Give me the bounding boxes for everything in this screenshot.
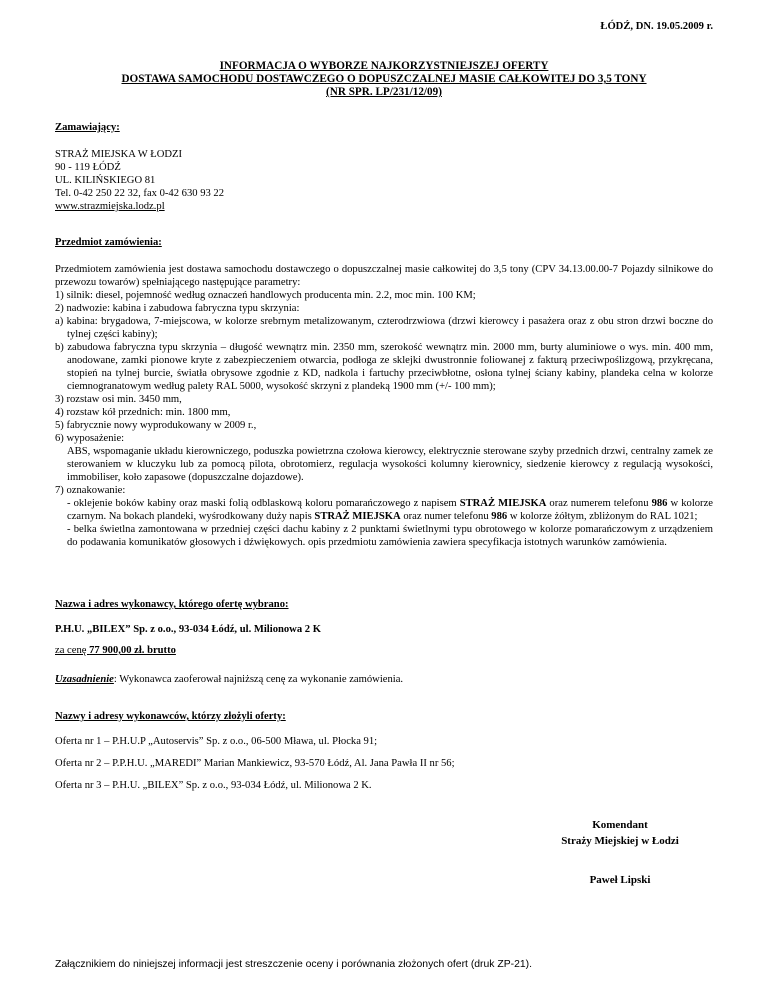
param-1: 1) silnik: diesel, pojemność według oznaczeń handlowych producenta min. 2.2, moc min. 100 KM; (55, 290, 476, 301)
signature-title: Komendant (592, 819, 648, 831)
title-line-3: (NR SPR. LP/231/12/09) (326, 86, 442, 98)
oferty-section (55, 710, 713, 792)
oferta-item: Oferta nr 2 – P.P.H.U. „MAREDI” Marian Mankiewicz, 93-570 Łódź, Al. Jana Pawła II nr 56; (55, 758, 455, 769)
wykonawca-heading: Nazwa i adres wykonawcy, którego ofertę wybrano: (55, 599, 289, 610)
param-7-belka: - belka świetlna zamontowana w przedniej części dachu kabiny z 2 punktami świetlnymi typu obrotowego w kolorze pomarańczowym z urządzeniem do podawania komunikatów głosowych i dźwiękowych. opis przedmiotu zamówienia zawiera specyfikacja istotnych warunków zamówienia. (67, 524, 713, 548)
uzasadnienie-text: Uzasadnienie: Wykonawca zaoferował najniższą cenę za wykonanie zamówienia. (55, 674, 404, 685)
zamawiajacy-name: STRAŻ MIEJSKA W ŁODZI (55, 149, 183, 160)
footer-note: Załącznikiem do niniejszej informacji jest streszczenie oceny i porównania złożonych ofert (druk ZP-21). (55, 959, 533, 970)
param-7: 7) oznakowanie: (55, 485, 126, 496)
signature-name: Paweł Lipski (589, 874, 651, 886)
wykonawca-price: za cenę 77 900,00 zł. brutto (55, 645, 176, 656)
title-line-2: DOSTAWA SAMOCHODU DOSTAWCZEGO O DOPUSZCZALNEJ MASIE CAŁKOWITEJ DO 3,5 TONY (121, 73, 647, 85)
przedmiot-intro: Przedmiotem zamówienia jest dostawa samochodu dostawczego o dopuszczalnej masie całkowitej do 3,5 tony (CPV 34.13.00.00-7 Pojazdy silnikowe do przewozu towarów) spełniającego następujące parametry: (55, 264, 713, 288)
param-2b: b) zabudowa fabryczna typu skrzynia – długość wewnątrz min. 2350 mm, szerokość wewnątrz min. 2000 mm, burty aluminiowe o wys. min. 400 mm, anodowane, zamki pionowe kryte z zabezpieczeniem otwarcia, podłoga ze sklejki dwustronnie foliowanej z fakturą przeciwpoślizgową, przykręcana, stopień na tylnej burcie, światła obrysowe zgodnie z KD, nadkola i fartuchy przeciwbłotne, osłona tylnej ściany kabiny, plandeka celna w kolorze ciemnogranatowym według palety RAL 5000, wysokość skrzyni z plandeką 1900 mm (+/- 100 mm); (55, 342, 713, 392)
document-title (0, 60, 768, 99)
oferty-heading: Nazwy i adresy wykonawców, którzy złożyli oferty: (55, 711, 286, 722)
oferta-item: Oferta nr 3 – P.H.U. „BILEX” Sp. z o.o., 93-034 Łódź, ul. Milionowa 2 K. (55, 780, 372, 791)
zamawiajacy-phone: Tel. 0-42 250 22 32, fax 0-42 630 93 22 (55, 188, 225, 199)
param-7-oklejenie: - oklejenie boków kabiny oraz maski folią odblaskową koloru pomarańczowego z napisem STRAŻ MIEJSKA oraz numerem telefonu 986 w kolorze czarnym. Na bokach plandeki, wyśrodkowany duży napis STRAŻ MIEJSKA oraz numer telefonu 986 w kolorze żółtym, zbliżonym do RAL 1021; (67, 498, 713, 522)
zamawiajacy-website-link[interactable]: www.strazmiejska.lodz.pl (55, 201, 165, 212)
title-line-1: INFORMACJA O WYBORZE NAJKORZYSTNIEJSZEJ OFERTY (219, 60, 549, 72)
param-6: 6) wyposażenie: (55, 433, 125, 444)
przedmiot-section (55, 236, 713, 549)
param-2: 2) nadwozie: kabina i zabudowa fabryczna typu skrzynia: (55, 303, 300, 314)
oferta-item: Oferta nr 1 – P.H.U.P „Autoservis” Sp. z o.o., 06-500 Mława, ul. Płocka 91; (55, 736, 378, 747)
param-3: 3) rozstaw osi min. 3450 mm, (55, 394, 182, 405)
param-5: 5) fabrycznie nowy wyprodukowany w 2009 r., (55, 420, 257, 431)
signature-block (520, 817, 720, 849)
document-date: ŁÓDŹ, DN. 19.05.2009 r. (600, 21, 713, 32)
wykonawca-name: P.H.U. „BILEX” Sp. z o.o., 93-034 Łódź, ul. Milionowa 2 K (55, 624, 321, 635)
param-4: 4) rozstaw kół przednich: min. 1800 mm, (55, 407, 231, 418)
wykonawca-section (55, 598, 713, 657)
param-2a: a) kabina: brygadowa, 7-miejscowa, w kolorze srebrnym metalizowanym, czterodrzwiowa (drzwi kierowcy i pasażera oraz z obu stron drzwi boczne do tylnej części kabiny); (55, 316, 713, 340)
zamawiajacy-postal: 90 - 119 ŁÓDŹ (55, 162, 121, 173)
signature-organization: Straży Miejskiej w Łodzi (561, 835, 679, 847)
zamawiajacy-street: UL. KILIŃSKIEGO 81 (55, 175, 156, 186)
zamawiajacy-section (55, 121, 713, 213)
zamawiajacy-heading: Zamawiający: (55, 122, 120, 133)
param-6-text: ABS, wspomaganie układu kierowniczego, poduszka powietrzna czołowa kierowcy, elektrycznie sterowane szyby przednich drzwi, centralny zamek ze sterowaniem w kluczyku lub za pomocą pilota, obrotomierz, regulacja wysokości kolumny kierownicy, siedzenie kierowcy z regulacją wysokości, immobiliser, koło zapasowe (dopuszczalne dojazdowe). (67, 446, 713, 483)
uzasadnienie-section (55, 673, 713, 686)
przedmiot-heading: Przedmiot zamówienia: (55, 237, 162, 248)
